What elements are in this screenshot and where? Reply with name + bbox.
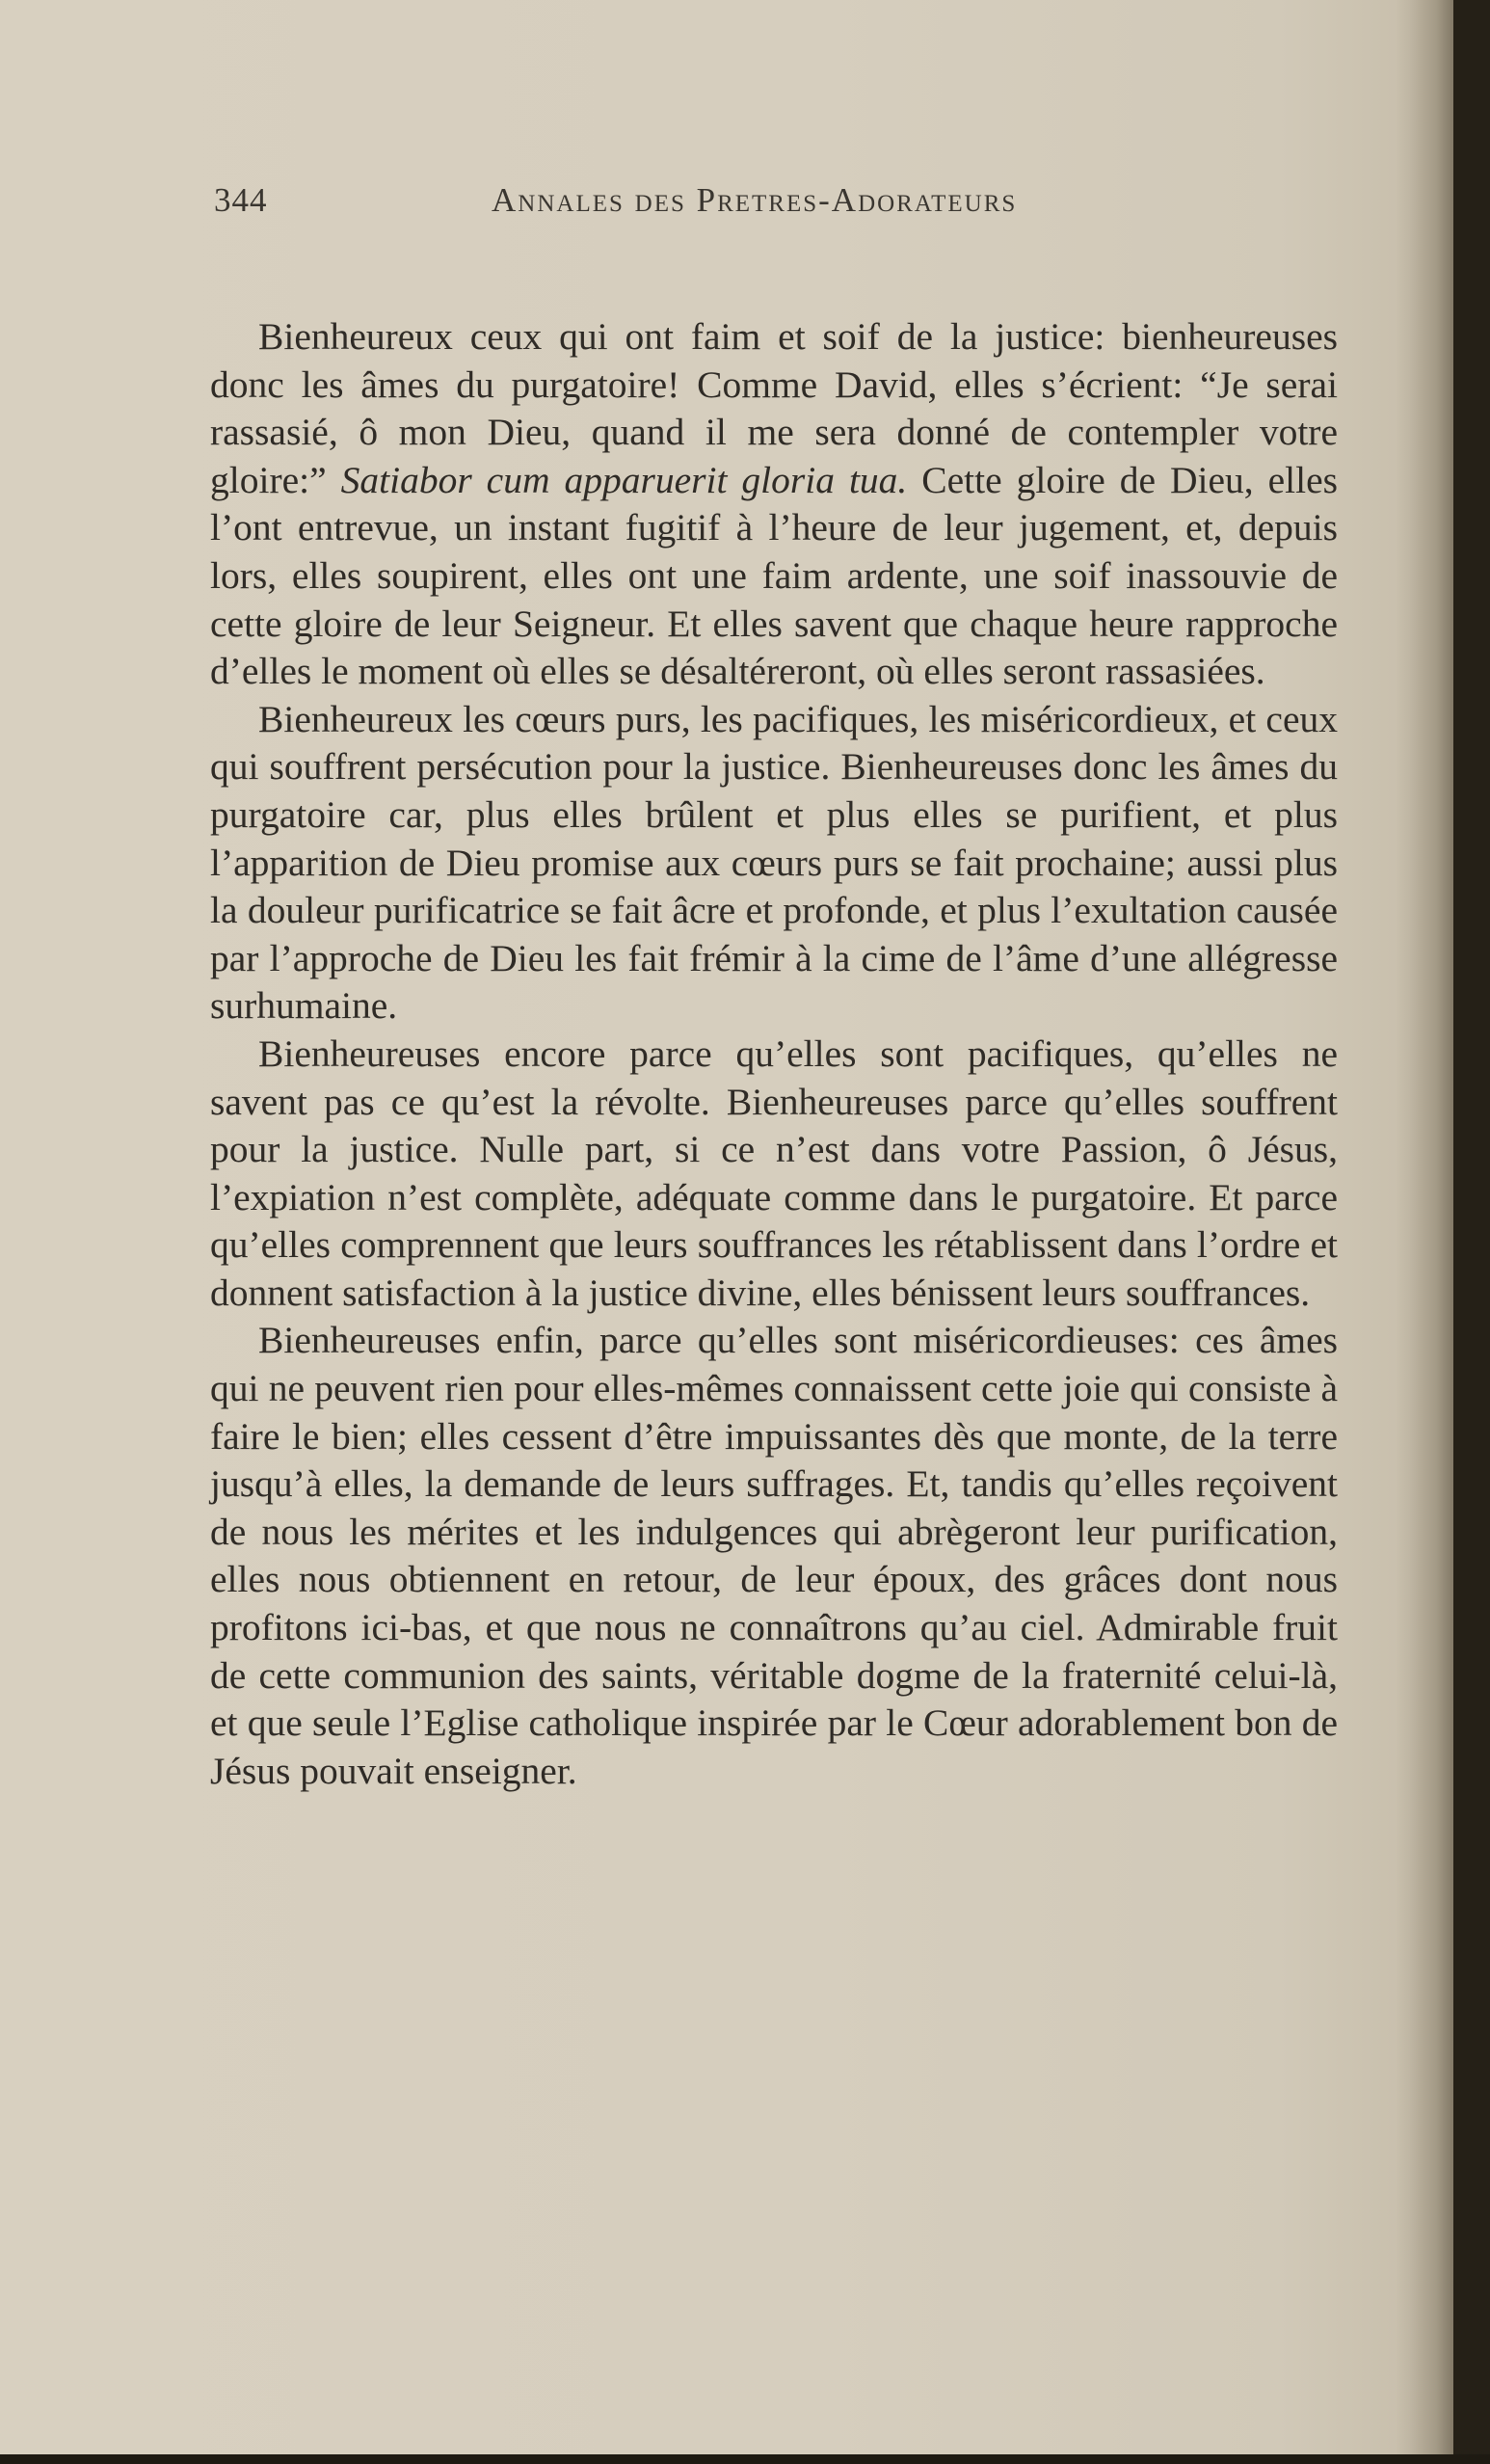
paragraph-4: Bienheureuses enfin, parce qu’elles sont miséricordieuses: ces âmes qui ne peuvent rien pour elles-mêmes connaissent cette joie qui consiste à faire le bien; elles cessent d’être impuissantes dès que monte, de la terre jusqu’à elles, la demande de leurs suffrages. Et, tandis qu’elles reçoivent de nous les mérites et les indulgences qui abrègeront leur purification, elles nous obtiennent en retour, de leur époux, des grâces dont nous profitons ici-bas, et que nous ne connaîtrons qu’au ciel. Admirable fruit de cette communion des saints, véritable dogme de la fraternité celui-là, et que seule l’Eglise catholique inspirée par le Cœur adorablement bon de Jésus pouvait enseigner. <box>210 1319 1338 1792</box>
running-title: Annales des Pretres-Adorateurs <box>492 181 1018 219</box>
paragraph-1-text-after: Cette gloire de Dieu, elles l’ont entrevue, un instant fugitif à l’heure de leur jugement, et, depuis lors, elles soupirent, elles ont une faim ardente, une soif inassouvie de cette gloire de leur Seigneur. Et elles savent que chaque heure rapproche d’elles le moment où elles se désaltéreront, où elles seront rassasiées. <box>210 458 1338 693</box>
page-number: 344 <box>214 181 268 219</box>
paragraph-2: Bienheureux les cœurs purs, les pacifiques, les miséricordieux, et ceux qui souffrent persécution pour la justice. Bienheureuses donc les âmes du purgatoire car, plus elles brûlent et plus elles se purifient, et plus l’apparition de Dieu promise aux cœurs purs se fait prochaine; aussi plus la douleur purificatrice se fait âcre et profonde, et plus l’exultation causée par l’approche de Dieu les fait frémir à la cime de l’âme d’une allégresse surhumaine. <box>210 697 1338 1028</box>
paragraph-1-text-before: Bienheureux ceux qui ont faim et soif de la justice: bienheureuses donc les âmes du purgatoire! Comme David, elles s’écrient: “Je serai rassasié, ô mon Dieu, quand il me sera donné de contempler votre gloire:” <box>210 315 1338 501</box>
page-bottom-edge <box>0 2454 1490 2464</box>
latin-quote: Satiabor cum apparuerit gloria tua. <box>340 458 908 501</box>
gutter-shadow <box>1396 0 1453 2464</box>
body-text <box>210 313 1338 1795</box>
paragraph-3: Bienheureuses encore parce qu’elles sont pacifiques, qu’elles ne savent pas ce qu’est la révolte. Bienheureuses parce qu’elles souffrent pour la justice. Nulle part, si ce n’est dans votre Passion, ô Jésus, l’expiation n’est complète, adéquate comme dans le purgatoire. Et parce qu’elles comprennent que leurs souffrances les rétablissent dans l’ordre et donnent satisfaction à la justice divine, elles bénissent leurs souffrances. <box>210 1031 1338 1314</box>
paragraph-1 <box>210 313 1338 696</box>
